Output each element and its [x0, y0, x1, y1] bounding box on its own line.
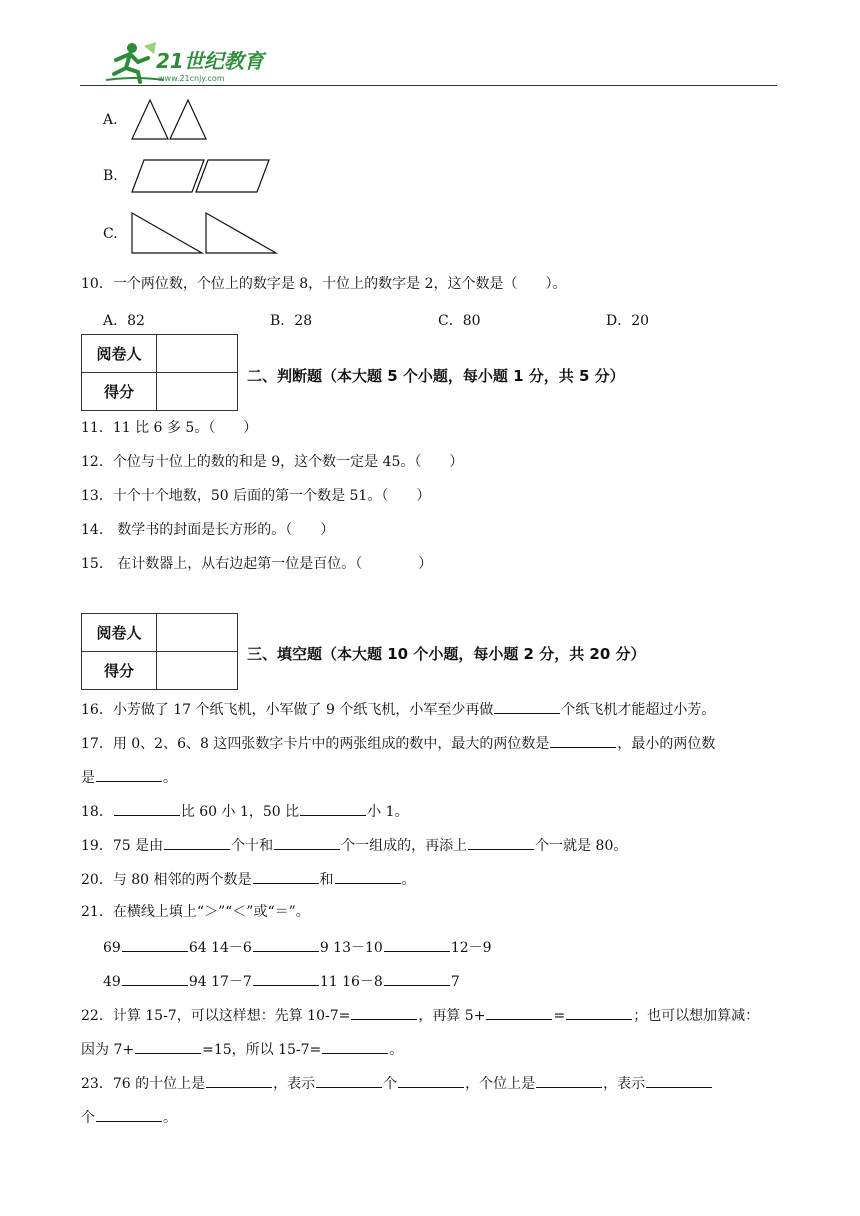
question-22 — [81, 1005, 759, 1025]
option-b-label: B. — [103, 168, 118, 184]
q23-text: 23．76 的十位上是 — [81, 1076, 206, 1092]
answer-blank[interactable] — [253, 937, 319, 952]
q23-text: 。 — [163, 1110, 177, 1126]
option-c-label: C. — [103, 226, 118, 242]
header-rule — [80, 85, 777, 86]
q23-text: ，个位上是 — [465, 1076, 536, 1092]
question-17 — [81, 733, 715, 753]
answer-blank[interactable] — [122, 937, 188, 952]
score-table-section-2 — [81, 334, 238, 411]
question-16 — [81, 699, 715, 719]
q19-text-2: 个十和 — [231, 838, 274, 854]
q17-text-3: 是 — [81, 770, 95, 786]
q10-choice-b: B．28 — [270, 313, 313, 329]
question-23 — [81, 1073, 713, 1093]
question-19 — [81, 835, 627, 855]
answer-blank[interactable] — [164, 835, 230, 850]
q16-text-1: 16．小芳做了 17 个纸飞机，小军做了 9 个纸飞机，小军至少再做 — [81, 702, 494, 718]
q21-expr: 12－9 — [450, 940, 492, 956]
question-18 — [81, 801, 409, 821]
q23-text: 个 — [383, 1076, 398, 1092]
option-a-two-triangles — [130, 97, 210, 142]
q22-text: ；也可以想加算减： — [633, 1008, 760, 1024]
answer-blank[interactable] — [384, 971, 450, 986]
answer-blank[interactable] — [550, 733, 616, 748]
q21-expr: 69 — [103, 940, 121, 956]
answer-blank[interactable] — [114, 801, 180, 816]
answer-blank[interactable] — [351, 1005, 417, 1020]
q23-text: ，表示 — [273, 1076, 316, 1092]
q22-text: 因为 7+ — [81, 1042, 135, 1058]
answer-blank[interactable] — [206, 1073, 272, 1088]
answer-blank[interactable] — [135, 1039, 201, 1054]
q16-text-2: 个纸飞机才能超过小芳。 — [561, 702, 716, 718]
q19-text-1: 19．75 是由 — [81, 838, 164, 854]
score-cell[interactable] — [157, 652, 238, 690]
logo-text: 21世纪教育 — [156, 49, 264, 73]
answer-blank[interactable] — [274, 835, 340, 850]
q22-text: =15，所以 15-7= — [202, 1042, 322, 1058]
reviewer-cell[interactable] — [157, 614, 238, 652]
answer-blank[interactable] — [253, 869, 319, 884]
q10-choice-d: D．20 — [606, 313, 650, 329]
q22-text: ，再算 5+ — [418, 1008, 486, 1024]
answer-blank[interactable] — [96, 767, 162, 782]
q21-expr: 7 — [450, 974, 460, 990]
q10-choice-c: C．80 — [438, 313, 481, 329]
answer-blank[interactable] — [300, 801, 366, 816]
question-13: 13．十个十个地数，50 后面的第一个数是 51。（ ） — [81, 488, 431, 504]
question-15: 15． 在计数器上，从右边起第一位是百位。（ ） — [81, 556, 433, 572]
answer-blank[interactable] — [316, 1073, 382, 1088]
question-22-cont — [81, 1039, 403, 1059]
score-label: 得分 — [82, 373, 157, 411]
q21-expr: 49 — [103, 974, 121, 990]
q21-expr: 94 17－7 — [188, 974, 252, 990]
question-14: 14． 数学书的封面是长方形的。（ ） — [81, 522, 335, 538]
q19-text-3: 个一组成的，再添上 — [341, 838, 468, 854]
answer-blank[interactable] — [494, 699, 560, 714]
question-23-cont — [81, 1107, 177, 1127]
option-b-two-parallelograms — [130, 157, 272, 195]
answer-blank[interactable] — [398, 1073, 464, 1088]
site-logo — [104, 40, 274, 84]
answer-blank[interactable] — [486, 1005, 552, 1020]
q20-text-1: 20．与 80 相邻的两个数是 — [81, 872, 252, 888]
question-20 — [81, 869, 416, 889]
score-table-section-3 — [81, 613, 238, 690]
question-12: 12．个位与十位上的数的和是 9，这个数一定是 45。（ ） — [81, 454, 464, 470]
reviewer-cell[interactable] — [157, 335, 238, 373]
answer-blank[interactable] — [253, 971, 319, 986]
q17-text-1: 17．用 0、2、6、8 这四张数字卡片中的两张组成的数中，最大的两位数是 — [81, 736, 550, 752]
q20-text-2: 和 — [319, 872, 334, 888]
answer-blank[interactable] — [96, 1107, 162, 1122]
question-21-row-1 — [103, 937, 492, 957]
q21-expr: 11 16－8 — [319, 974, 383, 990]
score-label: 得分 — [82, 652, 157, 690]
question-21: 21．在横线上填上“＞”“＜”或“＝”。 — [81, 904, 310, 920]
q17-text-4: 。 — [163, 770, 177, 786]
question-21-row-2 — [103, 971, 460, 991]
question-17-cont — [81, 767, 177, 787]
q22-text: = — [553, 1008, 566, 1024]
answer-blank[interactable] — [384, 937, 450, 952]
q17-text-2: ，最小的两位数 — [617, 736, 716, 752]
question-10: 10．一个两位数，个位上的数字是 8，十位上的数字是 2，这个数是（ ）。 — [81, 276, 567, 292]
option-a-label: A. — [103, 112, 118, 128]
answer-blank[interactable] — [468, 835, 534, 850]
q18-text-2: 比 60 小 1，50 比 — [180, 804, 300, 820]
q20-text-3: 。 — [401, 872, 416, 888]
answer-blank[interactable] — [122, 971, 188, 986]
q21-expr: 64 14－6 — [188, 940, 252, 956]
answer-blank[interactable] — [335, 869, 401, 884]
question-11: 11．11 比 6 多 5。（ ） — [81, 420, 258, 436]
q21-expr: 9 13－10 — [319, 940, 383, 956]
section-2-title: 二、判断题（本大题 5 个小题，每小题 1 分，共 5 分） — [247, 367, 625, 385]
answer-blank[interactable] — [536, 1073, 602, 1088]
option-c-two-right-triangles — [130, 210, 280, 256]
q23-text: ，表示 — [603, 1076, 646, 1092]
q22-text: 22．计算 15-7，可以这样想：先算 10-7= — [81, 1008, 351, 1024]
q22-text: 。 — [389, 1042, 404, 1058]
logo-url: www.21cnjy.com — [158, 74, 225, 83]
q18-text-1: 18． — [81, 804, 113, 820]
answer-blank[interactable] — [566, 1005, 632, 1020]
q23-text: 个 — [81, 1110, 95, 1126]
answer-blank[interactable] — [322, 1039, 388, 1054]
score-cell[interactable] — [157, 373, 238, 411]
q19-text-4: 个一就是 80。 — [535, 838, 628, 854]
reviewer-label: 阅卷人 — [82, 614, 157, 652]
reviewer-label: 阅卷人 — [82, 335, 157, 373]
q18-text-3: 小 1。 — [367, 804, 409, 820]
answer-blank[interactable] — [646, 1073, 712, 1088]
q10-choice-a: A．82 — [103, 313, 145, 329]
section-3-title: 三、填空题（本大题 10 个小题，每小题 2 分，共 20 分） — [247, 645, 646, 663]
